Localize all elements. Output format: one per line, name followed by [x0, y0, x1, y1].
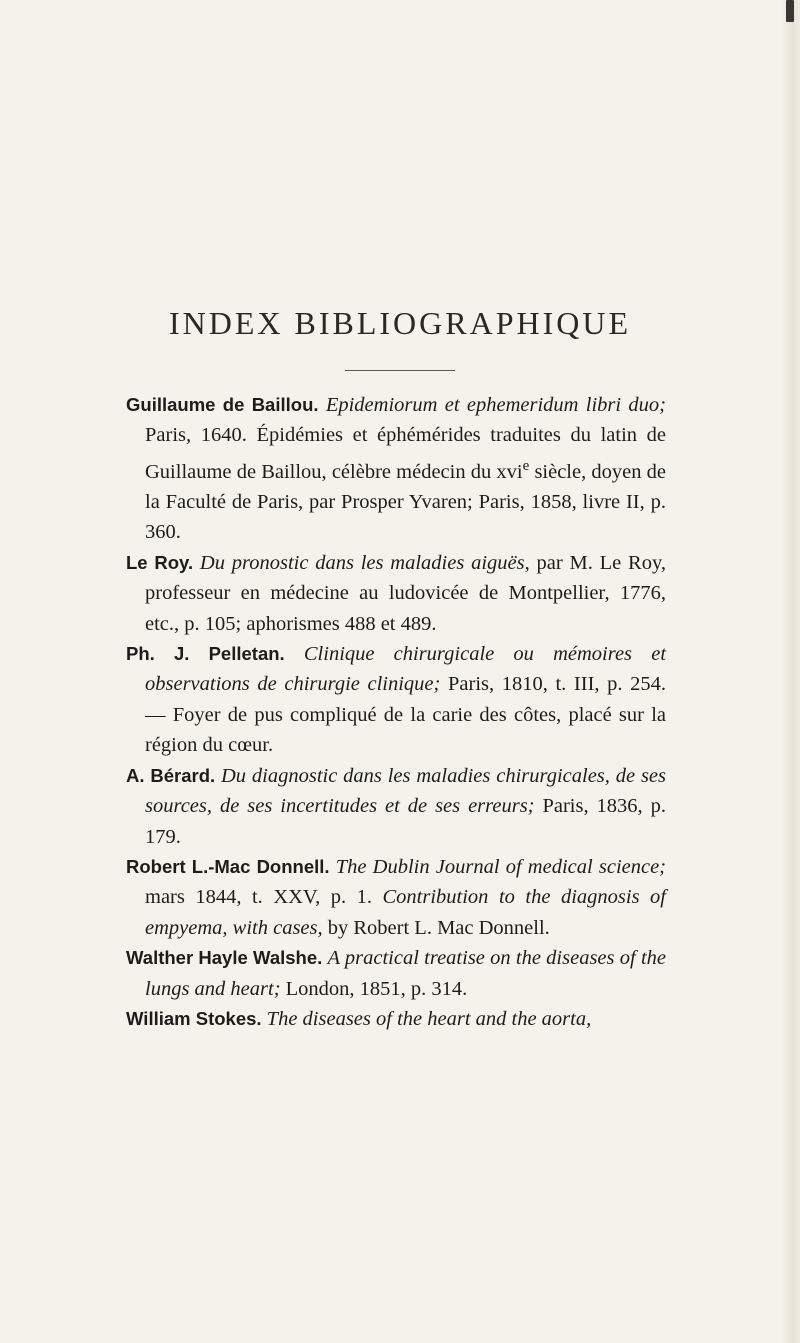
entry-work-title: A practical treatise on the diseases of the lungs and heart;: [145, 947, 666, 1000]
entry-details-continued: siècle, doyen de la Faculté de Paris, par Prosper Yvaren; Paris, 1858, livre II, p. 360.: [145, 460, 666, 544]
entry-details-continued: by Robert L. Mac Donnell.: [327, 916, 550, 939]
entry-work-title: The Dublin Journal of medical science;: [335, 855, 667, 878]
entry-work-title: Clinique chirurgicale ou mémoires et observations de chirurgie clinique;: [145, 643, 667, 696]
bibliography-entry: [126, 761, 666, 852]
entry-details: par M. Le Roy, professeur en médecine au ludovicée de Montpellier, 1776, etc., p. 105; aphorismes 488 et 489.: [145, 551, 667, 635]
entry-details: Paris, 1836, p. 179.: [145, 795, 667, 848]
entry-author: Robert L.-Mac Donnell.: [126, 855, 330, 877]
title-divider: [345, 370, 455, 371]
bibliography-entry: [126, 548, 666, 639]
entry-details: London, 1851, p. 314.: [285, 977, 468, 1000]
entry-work-title: Epidemiorum et ephemeridum libri duo;: [325, 394, 666, 416]
entry-work-title: Du pronostic dans les maladies aiguës,: [199, 551, 530, 574]
entry-work-title-secondary: Contribution to the diagnosis of empyema, with cases,: [145, 886, 666, 939]
entry-author: Guillaume de Baillou.: [126, 394, 319, 415]
entry-details: Paris, 1810, t. III, p. 254. — Foyer de pus compliqué de la carie des côtes, placé sur la région du cœur.: [145, 673, 666, 757]
entry-details: mars 1844, t. XXV, p. 1.: [145, 886, 372, 909]
page-title: INDEX BIBLIOGRAPHIQUE: [168, 305, 632, 342]
bibliography-entry: [126, 852, 666, 943]
bibliography-entry: [126, 943, 666, 1004]
bibliography-entry: [126, 1004, 666, 1034]
entry-author: Walther Hayle Walshe.: [126, 947, 323, 969]
entry-author: William Stokes.: [126, 1007, 262, 1029]
bibliography-entry: [126, 390, 666, 548]
entry-superscript: e: [522, 457, 530, 474]
entry-author: Le Roy.: [126, 551, 194, 573]
bibliography-list: [126, 390, 666, 1034]
entry-author: A. Bérard.: [126, 764, 216, 786]
entry-details: Paris, 1640. Épidémies et éphémérides traduites du latin de Guillaume de Baillou, célèbre médecin du xvi: [145, 424, 666, 483]
page-edge: [782, 0, 800, 1343]
corner-mark: [786, 0, 794, 22]
entry-author: Ph. J. Pelletan.: [126, 643, 285, 665]
entry-work-title: The diseases of the heart and the aorta,: [266, 1007, 592, 1030]
bibliography-entry: [126, 639, 666, 761]
entry-work-title: Du diagnostic dans les maladies chirurgicales, de ses sources, de ses incertitudes et de ses erreurs;: [145, 764, 667, 818]
